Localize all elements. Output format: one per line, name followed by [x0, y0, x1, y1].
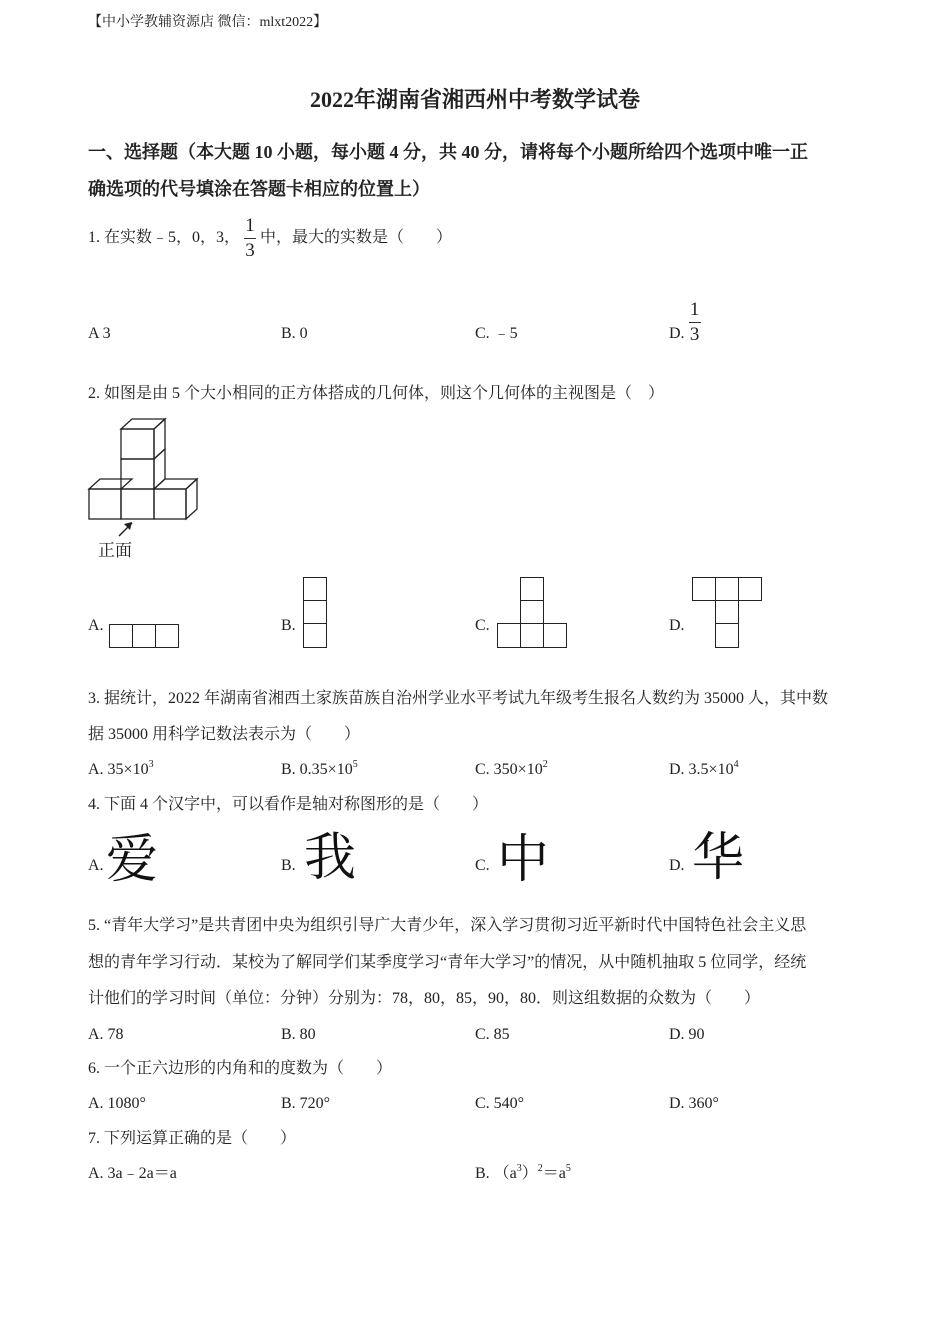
square	[520, 600, 544, 624]
square	[520, 623, 544, 648]
square	[303, 577, 327, 601]
square	[692, 577, 716, 601]
square	[132, 624, 156, 648]
question-2: 2. 如图是由 5 个大小相同的正方体搭成的几何体，则这个几何体的主视图是（ ）	[88, 385, 665, 402]
q6-option-a[interactable]: A. 1080°	[88, 1095, 146, 1112]
q1-fraction	[244, 215, 256, 262]
q2-option-b[interactable]: B.	[281, 617, 296, 634]
q1-d-num: 1	[689, 298, 700, 320]
question-5-line1: 5. “青年大学习”是共青团中央为组织引导广大青少年，深入学习贯彻习近平新时代中国特色社会主义思	[88, 917, 807, 934]
section-heading-line1: 一、选择题（本大题 10 小题，每小题 4 分，共 40 分，请将每个小题所给四个选项中唯一正	[88, 142, 808, 162]
q4-option-d[interactable]: D.	[669, 857, 685, 874]
square	[303, 600, 327, 624]
q1-prefix: 1. 在实数﹣5，0，3，	[88, 229, 241, 246]
page-title: 2022年湖南省湘西州中考数学试卷	[309, 87, 640, 112]
header-text: 【中小学教辅资源店 微信：mlxt2022】	[88, 15, 328, 30]
q3-option-d[interactable]	[669, 760, 739, 780]
q3-c-exp: 2	[542, 759, 548, 770]
q2-option-d[interactable]: D.	[669, 617, 685, 634]
q2-option-a[interactable]: A.	[88, 617, 104, 634]
q7-b-mid: ）	[521, 1165, 538, 1182]
q1-d-den: 3	[689, 323, 700, 345]
question-7: 7. 下列运算正确的是（ ）	[88, 1130, 297, 1147]
q1-option-d[interactable]	[669, 298, 705, 346]
question-3-line1: 3. 据统计，2022 年湖南省湘西土家族苗族自治州学业水平考试九年级考生报名人数约为 35000 人，其中数	[88, 690, 829, 707]
square	[543, 623, 567, 648]
q5-option-b[interactable]: B. 80	[281, 1026, 316, 1043]
q1-frac-den: 3	[245, 239, 255, 261]
question-5-line2: 想的青年学习行动．某校为了解同学们某季度学习“青年大学习”的情况，从中随机抽取 5 位同学，经统	[88, 954, 807, 971]
square	[497, 623, 521, 648]
question-1	[88, 214, 452, 262]
section-heading-line2: 确选项的代号填涂在答题卡相应的位置上）	[88, 179, 430, 199]
q7-b-exp3: 5	[565, 1163, 571, 1174]
square	[738, 577, 762, 601]
q3-a-exp: 3	[148, 759, 154, 770]
q4-c-character: 中	[497, 830, 550, 890]
q5-option-d[interactable]: D. 90	[669, 1026, 705, 1043]
q7-option-b[interactable]	[475, 1164, 571, 1184]
square	[715, 577, 739, 601]
square	[109, 624, 133, 648]
q6-option-d[interactable]: D. 360°	[669, 1095, 719, 1112]
q6-option-c[interactable]: C. 540°	[475, 1095, 525, 1112]
question-4: 4. 下面 4 个汉字中，可以看作是轴对称图形的是（ ）	[88, 796, 489, 813]
q4-option-c[interactable]: C.	[475, 857, 490, 874]
q3-c-base: C. 350×10	[475, 761, 543, 778]
cube-solid-figure	[88, 416, 208, 526]
q3-d-base: D. 3.5×10	[669, 761, 734, 778]
q3-a-base: A. 35×10	[88, 761, 149, 778]
q1-d-fraction	[689, 299, 701, 346]
q3-d-exp: 4	[733, 759, 739, 770]
q3-b-exp: 5	[352, 759, 358, 770]
question-5-line3: 计他们的学习时间（单位：分钟）分别为：78，80，85，90，80．则这组数据的众数为（ ）	[88, 990, 761, 1007]
q7-b-post: ＝a	[542, 1165, 566, 1182]
q4-d-character: 华	[692, 828, 745, 888]
q7-b-pre: B. （a	[475, 1165, 517, 1182]
q3-option-b[interactable]	[281, 760, 358, 780]
fraction-bar	[689, 322, 701, 323]
q1-option-a[interactable]: A 3	[88, 325, 111, 342]
fraction-bar	[244, 238, 256, 239]
q7-option-a[interactable]: A. 3a﹣2a＝a	[88, 1165, 177, 1182]
square	[303, 623, 327, 648]
q7-b-exp1: 3	[516, 1163, 522, 1174]
q1-option-c[interactable]: C. ﹣5	[475, 325, 518, 342]
q6-option-b[interactable]: B. 720°	[281, 1095, 331, 1112]
q1-frac-num: 1	[245, 214, 255, 236]
square	[715, 600, 739, 624]
q1-suffix: 中，最大的实数是（ ）	[260, 229, 453, 246]
q5-option-a[interactable]: A. 78	[88, 1026, 124, 1043]
q5-option-c[interactable]: C. 85	[475, 1026, 510, 1043]
q4-a-character: 爱	[106, 830, 159, 890]
square	[520, 577, 544, 601]
q4-b-character: 我	[304, 828, 357, 888]
q1-option-b[interactable]: B. 0	[281, 325, 308, 342]
q3-option-c[interactable]	[475, 760, 548, 780]
q7-b-exp2: 2	[537, 1163, 543, 1174]
q1-d-label: D.	[669, 325, 685, 342]
square	[715, 623, 739, 648]
q4-option-a[interactable]: A.	[88, 857, 104, 874]
q3-b-base: B. 0.35×10	[281, 761, 353, 778]
q4-option-b[interactable]: B.	[281, 857, 296, 874]
q2-option-c[interactable]: C.	[475, 617, 490, 634]
question-3-line2: 据 35000 用科学记数法表示为（ ）	[88, 726, 361, 743]
q3-option-a[interactable]	[88, 760, 154, 780]
question-6: 6. 一个正六边形的内角和的度数为（ ）	[88, 1060, 393, 1077]
front-label: 正面	[98, 541, 132, 561]
square	[155, 624, 179, 648]
